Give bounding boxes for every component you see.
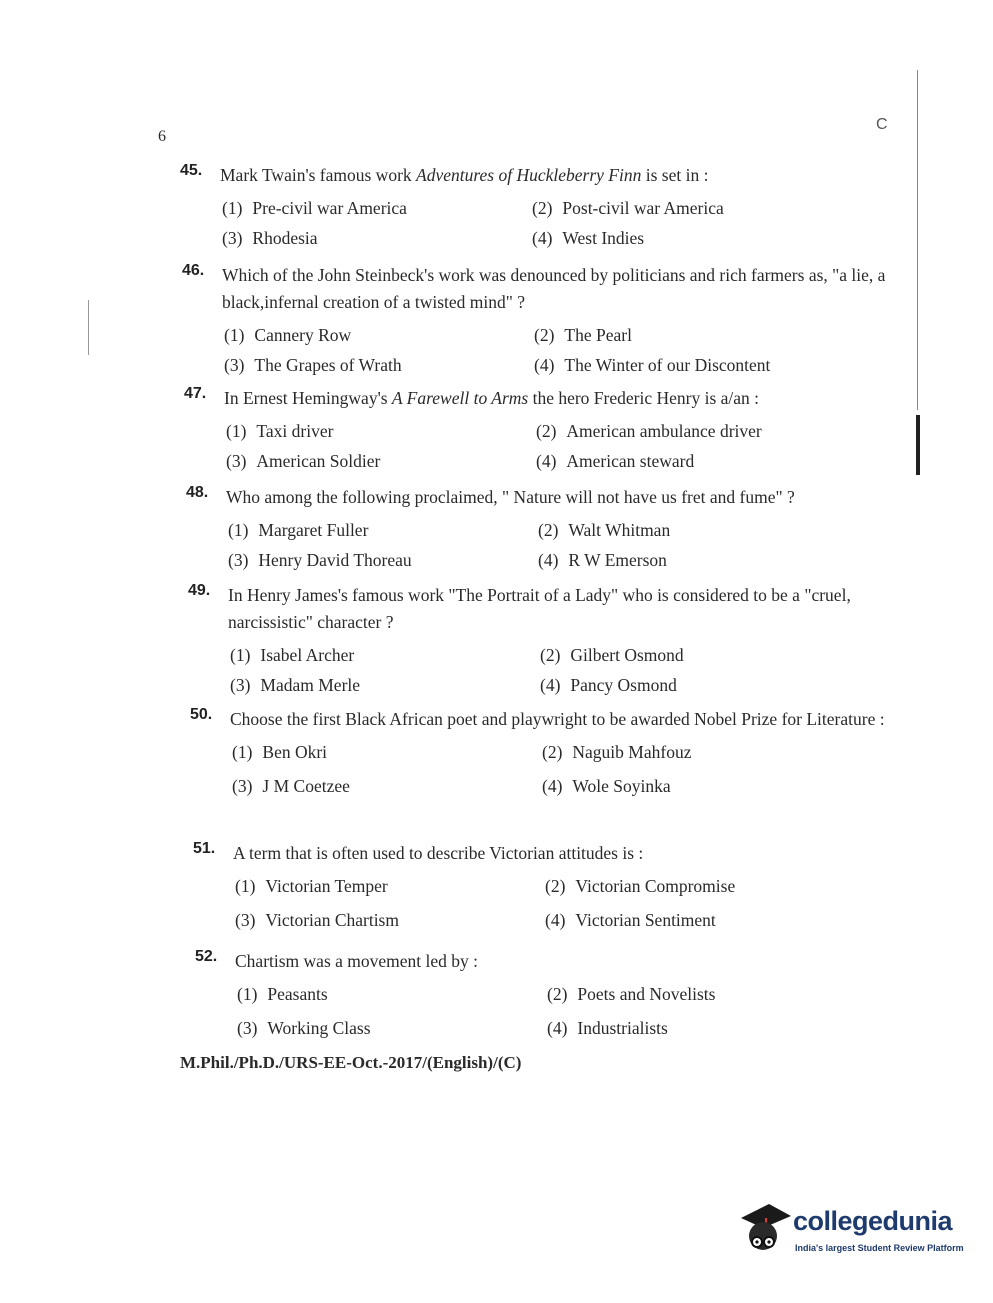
option-3: (3) Madam Merle: [230, 675, 361, 695]
option-2: (2) Post-civil war America: [532, 198, 724, 218]
question-number: 52.: [195, 948, 218, 965]
options: [230, 642, 908, 698]
scan-edge-line: [917, 70, 918, 410]
set-code: C: [876, 116, 888, 133]
options: [232, 739, 910, 799]
scan-left-mark: [88, 300, 89, 355]
option-2: (2) Poets and Novelists: [547, 984, 716, 1004]
options: [228, 517, 906, 573]
option-4: (4) Victorian Sentiment: [545, 910, 716, 930]
option-1: (1) Victorian Temper: [235, 876, 388, 896]
option-2: (2) Naguib Mahfouz: [542, 742, 692, 762]
question-52: [195, 948, 915, 1041]
collegedunia-logo[interactable]: [735, 1196, 965, 1266]
question-stem: In Ernest Hemingway's A Farewell to Arms the hero Frederic Henry is a/an :: [224, 388, 760, 408]
option-3: (3) American Soldier: [226, 451, 381, 471]
option-4: (4) West Indies: [532, 228, 645, 248]
options: [235, 873, 913, 933]
question-51: [193, 840, 913, 933]
option-1: (1) Peasants: [237, 984, 328, 1004]
option-4: (4) Wole Soyinka: [542, 776, 671, 796]
question-50: [190, 706, 910, 799]
option-4: (4) American steward: [536, 451, 695, 471]
question-49: [188, 582, 908, 698]
option-1: (1) Pre-civil war America: [222, 198, 407, 218]
option-1: (1) Taxi driver: [226, 421, 334, 441]
options: [237, 981, 915, 1041]
logo-wordmark: collegedunia: [793, 1206, 953, 1236]
option-4: (4) R W Emerson: [538, 550, 667, 570]
question-stem: Who among the following proclaimed, " Nature will not have us fret and fume" ?: [226, 487, 795, 507]
option-2: (2) Walt Whitman: [538, 520, 671, 540]
option-3: (3) J M Coetzee: [232, 776, 350, 796]
question-number: 47.: [184, 385, 207, 402]
question-number: 48.: [186, 484, 209, 501]
mascot-icon: [735, 1196, 791, 1260]
option-1: (1) Ben Okri: [232, 742, 328, 762]
option-4: (4) The Winter of our Discontent: [534, 355, 771, 375]
question-number: 51.: [193, 840, 216, 857]
question-stem: A term that is often used to describe Victorian attitudes is :: [233, 843, 644, 863]
option-1: (1) Margaret Fuller: [228, 520, 369, 540]
option-2: (2) American ambulance driver: [536, 421, 762, 441]
question-45: [180, 162, 900, 251]
question-stem: Choose the first Black African poet and playwright to be awarded Nobel Prize for Literature :: [230, 709, 885, 729]
option-4: (4) Pancy Osmond: [540, 675, 677, 695]
option-2: (2) Gilbert Osmond: [540, 645, 684, 665]
options: [222, 195, 900, 251]
option-3: (3) The Grapes of Wrath: [224, 355, 402, 375]
option-4: (4) Industrialists: [547, 1018, 668, 1038]
options: [226, 418, 904, 474]
scan-edge-mark: [916, 415, 920, 475]
question-stem: In Henry James's famous work "The Portrait of a Lady" who is considered to be a "cruel, narcissistic" character ?: [228, 585, 851, 632]
option-2: (2) The Pearl: [534, 325, 632, 345]
option-1: (1) Cannery Row: [224, 325, 352, 345]
option-1: (1) Isabel Archer: [230, 645, 355, 665]
question-46: [182, 262, 902, 378]
option-3: (3) Rhodesia: [222, 228, 318, 248]
option-3: (3) Henry David Thoreau: [228, 550, 412, 570]
page-number: 6: [158, 128, 166, 145]
question-number: 45.: [180, 162, 203, 179]
question-number: 50.: [190, 706, 213, 723]
paper-code-footer: M.Phil./Ph.D./URS-EE-Oct.-2017/(English)/(C): [180, 1053, 522, 1072]
question-number: 49.: [188, 582, 211, 599]
option-3: (3) Victorian Chartism: [235, 910, 399, 930]
question-number: 46.: [182, 262, 205, 279]
logo-tagline: India's largest Student Review Platform: [795, 1243, 964, 1253]
option-3: (3) Working Class: [237, 1018, 371, 1038]
question-47: [184, 385, 904, 474]
question-stem: Which of the John Steinbeck's work was denounced by politicians and rich farmers as, "a lie, a black,infernal creation of a twisted mind" ?: [222, 265, 886, 312]
question-stem: Chartism was a movement led by :: [235, 951, 479, 971]
option-2: (2) Victorian Compromise: [545, 876, 736, 896]
options: [224, 322, 902, 378]
question-48: [186, 484, 906, 573]
question-stem: Mark Twain's famous work Adventures of Huckleberry Finn is set in :: [220, 165, 709, 185]
